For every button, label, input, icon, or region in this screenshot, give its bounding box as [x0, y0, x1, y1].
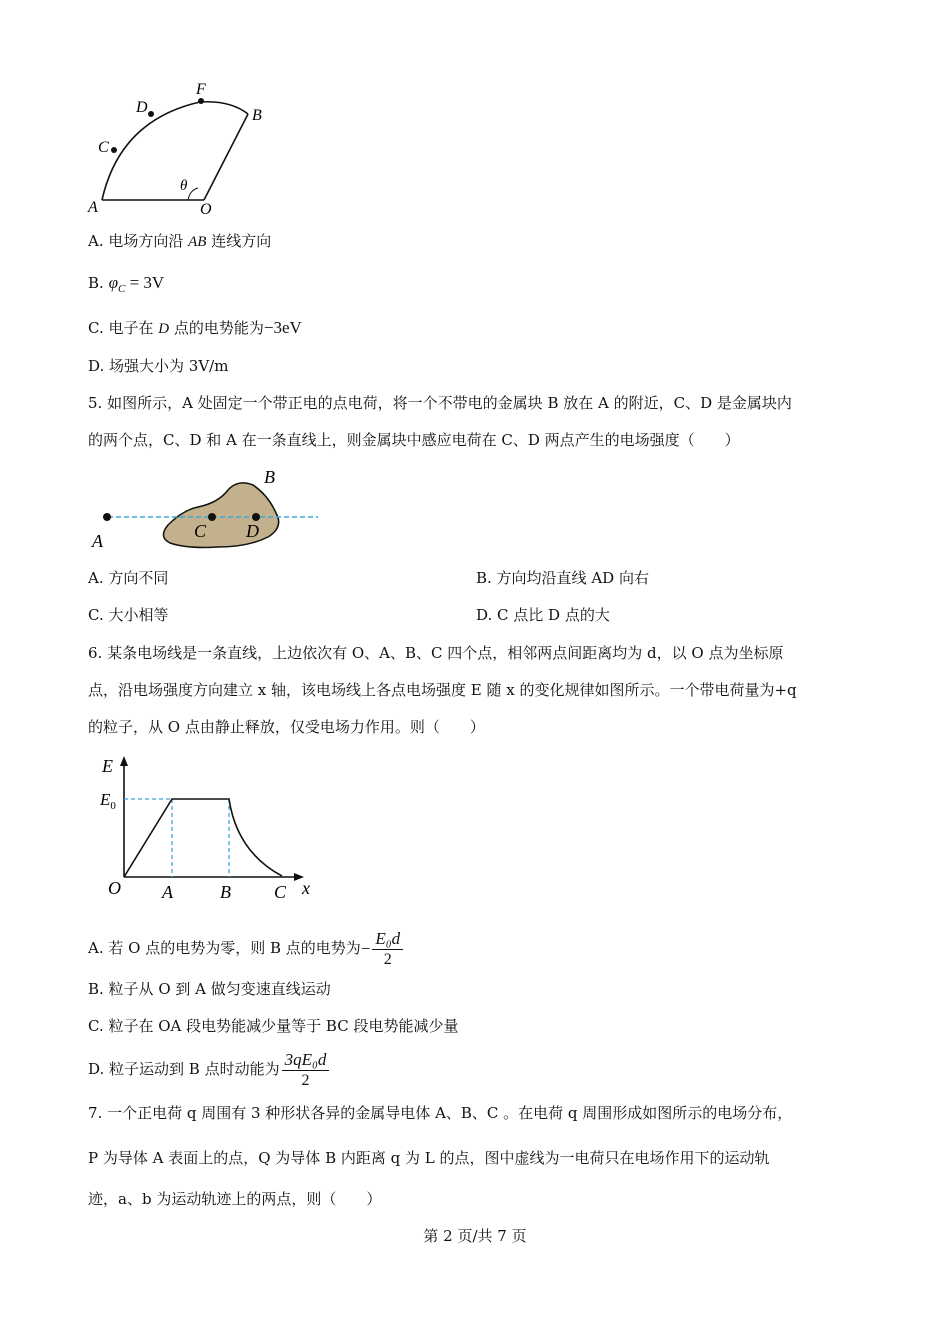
metal-block-diagram [88, 465, 328, 555]
q5-stem-line2: 的两个点，C、D 和 A 在一条直线上，则金属块中感应电荷在 C、D 两点产生的电场强度（ ） [88, 431, 740, 449]
label-A: A [88, 199, 98, 216]
q6-d-prefix: D. 粒子运动到 B 点时动能为 [88, 1060, 280, 1078]
q7-stem-line1: 7. 一个正电荷 q 周围有 3 种形状各异的金属导电体 A、B、C 。在电荷 q 周围形成如图所示的电场分布， [88, 1104, 793, 1122]
label-A: A [162, 882, 173, 902]
label-B: B [220, 882, 231, 902]
point-F [198, 98, 204, 104]
point-D [148, 111, 154, 117]
q6-option-c: C. 粒子在 OA 段电势能减少量等于 BC 段电势能减少量 [88, 1017, 459, 1035]
label-B: B [264, 467, 275, 487]
q7-stem-line2: P 为导体 A 表面上的点，Q 为导体 B 内距离 q 为 L 的点，图中虚线为一电荷只在电场作用下的运动轨 [88, 1149, 770, 1167]
e-x-graph [92, 752, 332, 902]
q4-a-prefix: A. 电场方向沿 [88, 232, 189, 250]
field-curve [124, 799, 282, 877]
label-C: C [194, 521, 207, 541]
q4-option-d: D. 场强大小为 3V/m [88, 357, 229, 375]
q7-stem-line3: 迹，a、b 为运动轨迹上的两点，则（ ） [88, 1190, 382, 1208]
q4-b-sub: C [117, 283, 126, 295]
sector-diagram [80, 80, 280, 220]
q5-option-a: A. 方向不同 [88, 569, 169, 587]
q6-a-denominator: 2 [383, 950, 392, 968]
q4-c-value: −3eV [263, 318, 302, 337]
point-D [252, 513, 260, 521]
q5-option-d: D. C 点比 D 点的大 [476, 606, 610, 624]
point-A [103, 513, 111, 521]
point-C [111, 147, 117, 153]
q6-a-minus: − [360, 939, 371, 958]
page-footer: 第 2 页/共 7 页 [423, 1227, 527, 1245]
q6-option-b: B. 粒子从 O 到 A 做匀变速直线运动 [88, 980, 331, 998]
q4-option-b [88, 272, 164, 300]
q4-option-c [88, 317, 302, 340]
q4-c-suffix: 点的电势能为 [169, 319, 264, 337]
point-C [208, 513, 216, 521]
q6-stem-line3: 的粒子，从 O 点由静止释放，仅受电场力作用。则（ ） [88, 718, 485, 736]
q6-a-fraction [372, 929, 403, 970]
q4-a-var: AB [188, 234, 207, 250]
label-O: O [108, 878, 121, 898]
label-D: D [136, 99, 148, 116]
label-C: C [98, 139, 109, 156]
q6-a-prefix: A. 若 O 点的电势为零，则 B 点的电势为 [88, 939, 361, 957]
q5-stem-line1: 5. 如图所示，A 处固定一个带正电的点电荷，将一个不带电的金属块 B 放在 A 的附近，C、D 是金属块内 [88, 394, 792, 412]
sector-arc [102, 102, 248, 200]
theta-arc [188, 188, 198, 200]
q4-c-prefix: C. 电子在 [88, 319, 159, 337]
q6-d-numerator: 3qE₀d [282, 1050, 330, 1071]
q6-stem-line1: 6. 某条电场线是一条直线，上边依次有 O、A、B、C 四个点，相邻两点间距离均为 d，以 O 点为坐标原 [88, 644, 784, 662]
label-A: A [92, 531, 103, 551]
q4-b-prefix: B. [88, 274, 109, 292]
q5-option-c: C. 大小相等 [88, 606, 169, 624]
q6-option-d [88, 1046, 329, 1092]
q4-c-var: D [158, 321, 170, 337]
q6-d-denominator: 2 [301, 1071, 310, 1089]
metal-block [163, 483, 278, 548]
line-OB [204, 114, 248, 200]
q6-a-numerator: E₀d [372, 929, 403, 950]
label-x: x [302, 878, 310, 898]
q6-stem-line2: 点，沿电场强度方向建立 x 轴，该电场线上各点电场强度 E 随 x 的变化规律如图所示。一个带电荷量为+q [88, 681, 797, 699]
q4-b-eq: = 3V [125, 273, 165, 292]
label-theta: θ [180, 178, 188, 194]
q6-option-a [88, 925, 403, 972]
label-B: B [252, 107, 262, 124]
q4-b-symbol: φ [108, 273, 118, 292]
q4-option-a [88, 230, 271, 253]
label-E: E [102, 756, 113, 776]
label-O: O [200, 201, 212, 218]
label-D: D [246, 521, 259, 541]
label-E0: $E_0$ [100, 790, 116, 812]
label-F: F [196, 81, 206, 98]
q5-option-b: B. 方向均沿直线 AD 向右 [476, 569, 649, 587]
label-C: C [274, 882, 287, 902]
y-axis-arrow [120, 756, 128, 766]
q4-a-suffix: 连线方向 [206, 232, 272, 250]
q6-d-fraction [282, 1050, 330, 1091]
